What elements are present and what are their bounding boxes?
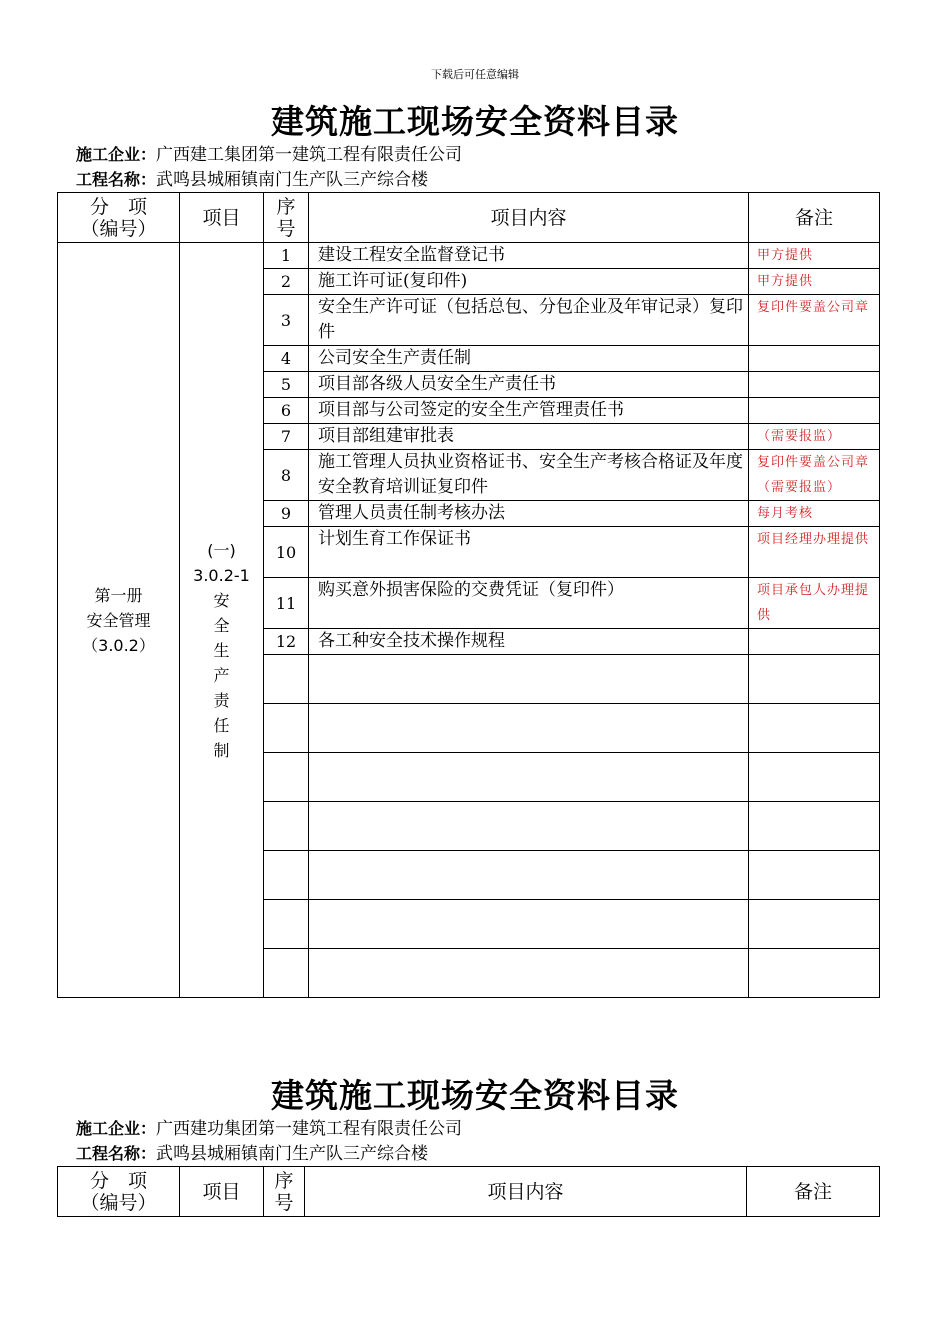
header-seq: 序 号 <box>264 193 309 243</box>
row-remark: 每月考核 <box>749 501 880 527</box>
item-cell: (一) 3.0.2-1 安 全 生 产 责 任 制 <box>180 243 264 998</box>
page2-table-header-row <box>58 1167 880 1217</box>
row-content <box>309 949 749 998</box>
header-item: 项目 <box>180 193 264 243</box>
row-seq: 11 <box>264 578 309 629</box>
page2-header-seq: 序 号 <box>264 1167 305 1217</box>
row-seq: 6 <box>264 398 309 424</box>
table-row <box>58 243 880 269</box>
row-seq <box>264 704 309 753</box>
row-seq: 1 <box>264 243 309 269</box>
row-seq <box>264 655 309 704</box>
header-remark: 备注 <box>749 193 880 243</box>
row-content: 施工管理人员执业资格证书、安全生产考核合格证及年度安全教育培训证复印件 <box>309 450 749 501</box>
row-remark: 甲方提供 <box>749 243 880 269</box>
table-body <box>58 243 880 998</box>
row-seq: 5 <box>264 372 309 398</box>
page-title: 建筑施工现场安全资料目录 <box>271 102 679 141</box>
row-seq: 4 <box>264 346 309 372</box>
section-cell: 第一册 安全管理 （3.0.2） <box>58 243 180 998</box>
row-remark: 项目经理办理提供 <box>749 527 880 578</box>
row-seq: 10 <box>264 527 309 578</box>
row-content <box>309 802 749 851</box>
row-seq: 3 <box>264 295 309 346</box>
row-remark <box>749 346 880 372</box>
company-line <box>76 144 462 166</box>
row-remark: 甲方提供 <box>749 269 880 295</box>
row-content: 项目部各级人员安全生产责任书 <box>309 372 749 398</box>
page2-company-line <box>76 1118 462 1140</box>
header-section: 分 项 （编号） <box>58 193 180 243</box>
row-content: 公司安全生产责任制 <box>309 346 749 372</box>
row-seq <box>264 802 309 851</box>
row-remark <box>749 372 880 398</box>
page2-header-remark: 备注 <box>747 1167 880 1217</box>
row-seq: 7 <box>264 424 309 450</box>
row-content: 管理人员责任制考核办法 <box>309 501 749 527</box>
row-content <box>309 704 749 753</box>
page2-title: 建筑施工现场安全资料目录 <box>271 1076 679 1115</box>
catalog-table <box>57 192 880 998</box>
row-content: 计划生育工作保证书 <box>309 527 749 578</box>
company-value: 广西建工集团第一建筑工程有限责任公司 <box>156 145 463 165</box>
row-content: 施工许可证(复印件) <box>309 269 749 295</box>
page2-catalog-table <box>57 1166 880 1217</box>
row-content: 购买意外损害保险的交费凭证（复印件） <box>309 578 749 629</box>
row-content: 项目部组建审批表 <box>309 424 749 450</box>
row-seq: 12 <box>264 629 309 655</box>
row-remark <box>749 802 880 851</box>
page2-project-value: 武鸣县城厢镇南门生产队三产综合楼 <box>156 1144 429 1164</box>
row-remark <box>749 900 880 949</box>
page2-company-value: 广西建功集团第一建筑工程有限责任公司 <box>156 1119 463 1139</box>
page2-header-content: 项目内容 <box>305 1167 747 1217</box>
row-remark: 复印件要盖公司章 <box>749 295 880 346</box>
header-content: 项目内容 <box>309 193 749 243</box>
page2-header-section: 分 项 （编号） <box>58 1167 180 1217</box>
project-label: 工程名称： <box>76 170 157 189</box>
row-seq: 9 <box>264 501 309 527</box>
row-remark <box>749 655 880 704</box>
row-seq: 2 <box>264 269 309 295</box>
company-label: 施工企业： <box>76 145 157 164</box>
row-seq <box>264 900 309 949</box>
row-content: 建设工程安全监督登记书 <box>309 243 749 269</box>
row-remark <box>749 704 880 753</box>
row-content <box>309 753 749 802</box>
row-seq <box>264 949 309 998</box>
page2-project-label: 工程名称： <box>76 1144 157 1163</box>
row-remark: （需要报监） <box>749 424 880 450</box>
row-remark: 项目承包人办理提供 <box>749 578 880 629</box>
row-remark <box>749 629 880 655</box>
row-remark <box>749 753 880 802</box>
row-remark <box>749 949 880 998</box>
row-remark <box>749 851 880 900</box>
row-seq <box>264 851 309 900</box>
page2-project-line <box>76 1143 428 1165</box>
row-content <box>309 900 749 949</box>
row-seq <box>264 753 309 802</box>
row-remark: 复印件要盖公司章（需要报监） <box>749 450 880 501</box>
project-value: 武鸣县城厢镇南门生产队三产综合楼 <box>156 170 429 190</box>
row-remark <box>749 398 880 424</box>
table-header-row <box>58 193 880 243</box>
row-seq: 8 <box>264 450 309 501</box>
page2-header-item: 项目 <box>180 1167 264 1217</box>
page2-company-label: 施工企业： <box>76 1119 157 1138</box>
row-content: 安全生产许可证（包括总包、分包企业及年审记录）复印件 <box>309 295 749 346</box>
row-content: 各工种安全技术操作规程 <box>309 629 749 655</box>
row-content: 项目部与公司签定的安全生产管理责任书 <box>309 398 749 424</box>
row-content <box>309 655 749 704</box>
row-content <box>309 851 749 900</box>
project-line <box>76 169 428 191</box>
page-header-note: 下载后可任意编辑 <box>431 68 519 81</box>
